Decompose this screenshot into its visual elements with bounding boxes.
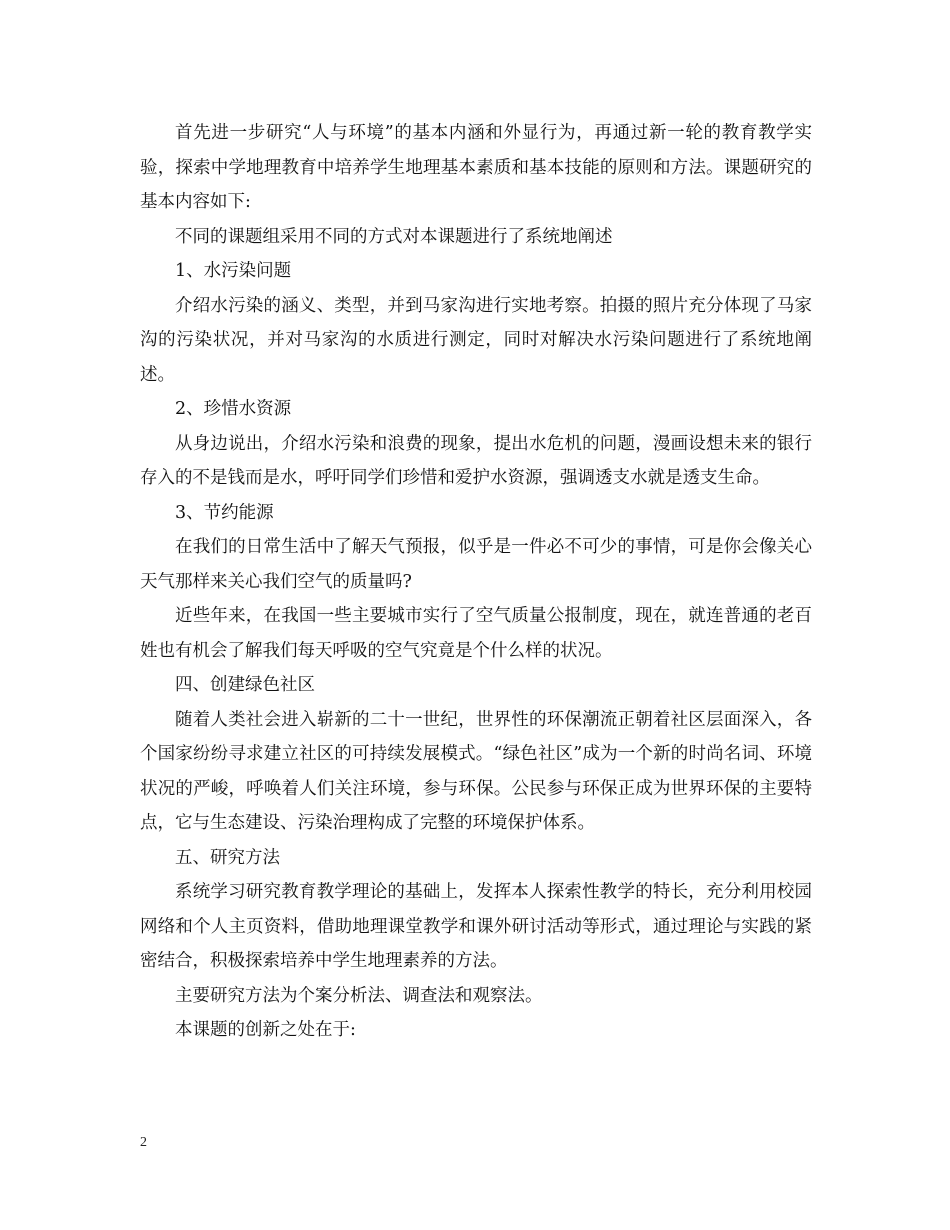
paragraph-air-quality: 近些年来，在我国一些主要城市实行了空气质量公报制度，现在，就连普通的老百姓也有机会了解我们每天呼吸的空气究竟是个什么样的状况。 <box>140 606 812 661</box>
paragraph-green-community: 随着人类社会进入崭新的二十一世纪，世界性的环保潮流正朝着社区层面深入，各个国家纷纷寻求建立社区的可持续发展模式。“绿色社区”成为一个新的时尚名词、环境状况的严峻，呼唤着人们关注环境，参与环保。公民参与环保正成为世界环保的主要特点，它与生态建设、污染治理构成了完整的环境保护体系。 <box>140 709 812 833</box>
paragraph-weather: 在我们的日常生活中了解天气预报，似乎是一件必不可少的事情，可是你会像关心天气那样来关心我们空气的质量吗? <box>140 537 812 592</box>
heading-research-methods: 五、研究方法 <box>175 847 280 868</box>
heading-save-energy: 3、节约能源 <box>175 502 274 523</box>
paragraph-description: 不同的课题组采用不同的方式对本课题进行了系统地阐述 <box>175 226 613 247</box>
paragraph-research-methods: 系统学习研究教育教学理论的基础上，发挥本人探索性教学的特长，充分利用校园网络和个人主页资料，借助地理课堂教学和课外研讨活动等形式，通过理论与实践的紧密结合，积极探索培养中学生地理素养的方法。 <box>140 882 812 971</box>
paragraph-main-methods: 主要研究方法为个案分析法、调查法和观察法。 <box>175 985 543 1006</box>
page-number: 2 <box>140 1135 147 1150</box>
heading-save-water: 2、珍惜水资源 <box>175 399 292 419</box>
paragraph-intro: 首先进一步研究“人与环境”的基本内涵和外显行为，再通过新一轮的教育教学实验，探索中学地理教育中培养学生地理基本素质和基本技能的原则和方法。课题研究的基本内容如下: <box>140 123 812 212</box>
paragraph-innovation: 本课题的创新之处在于: <box>175 1020 356 1040</box>
heading-water-pollution: 1、水污染问题 <box>175 261 292 281</box>
paragraph-water-pollution: 介绍水污染的涵义、类型，并到马家沟进行实地考察。拍摄的照片充分体现了马家沟的污染状况，并对马家沟的水质进行测定，同时对解决水污染问题进行了系统地阐述。 <box>140 295 812 385</box>
paragraph-save-water: 从身边说出，介绍水污染和浪费的现象，提出水危机的问题，漫画设想未来的银行存入的不是钱而是水，呼吁同学们珍惜和爱护水资源，强调透支水就是透支生命。 <box>140 433 812 488</box>
heading-green-community: 四、创建绿色社区 <box>175 675 315 695</box>
document-body <box>140 116 812 1048</box>
